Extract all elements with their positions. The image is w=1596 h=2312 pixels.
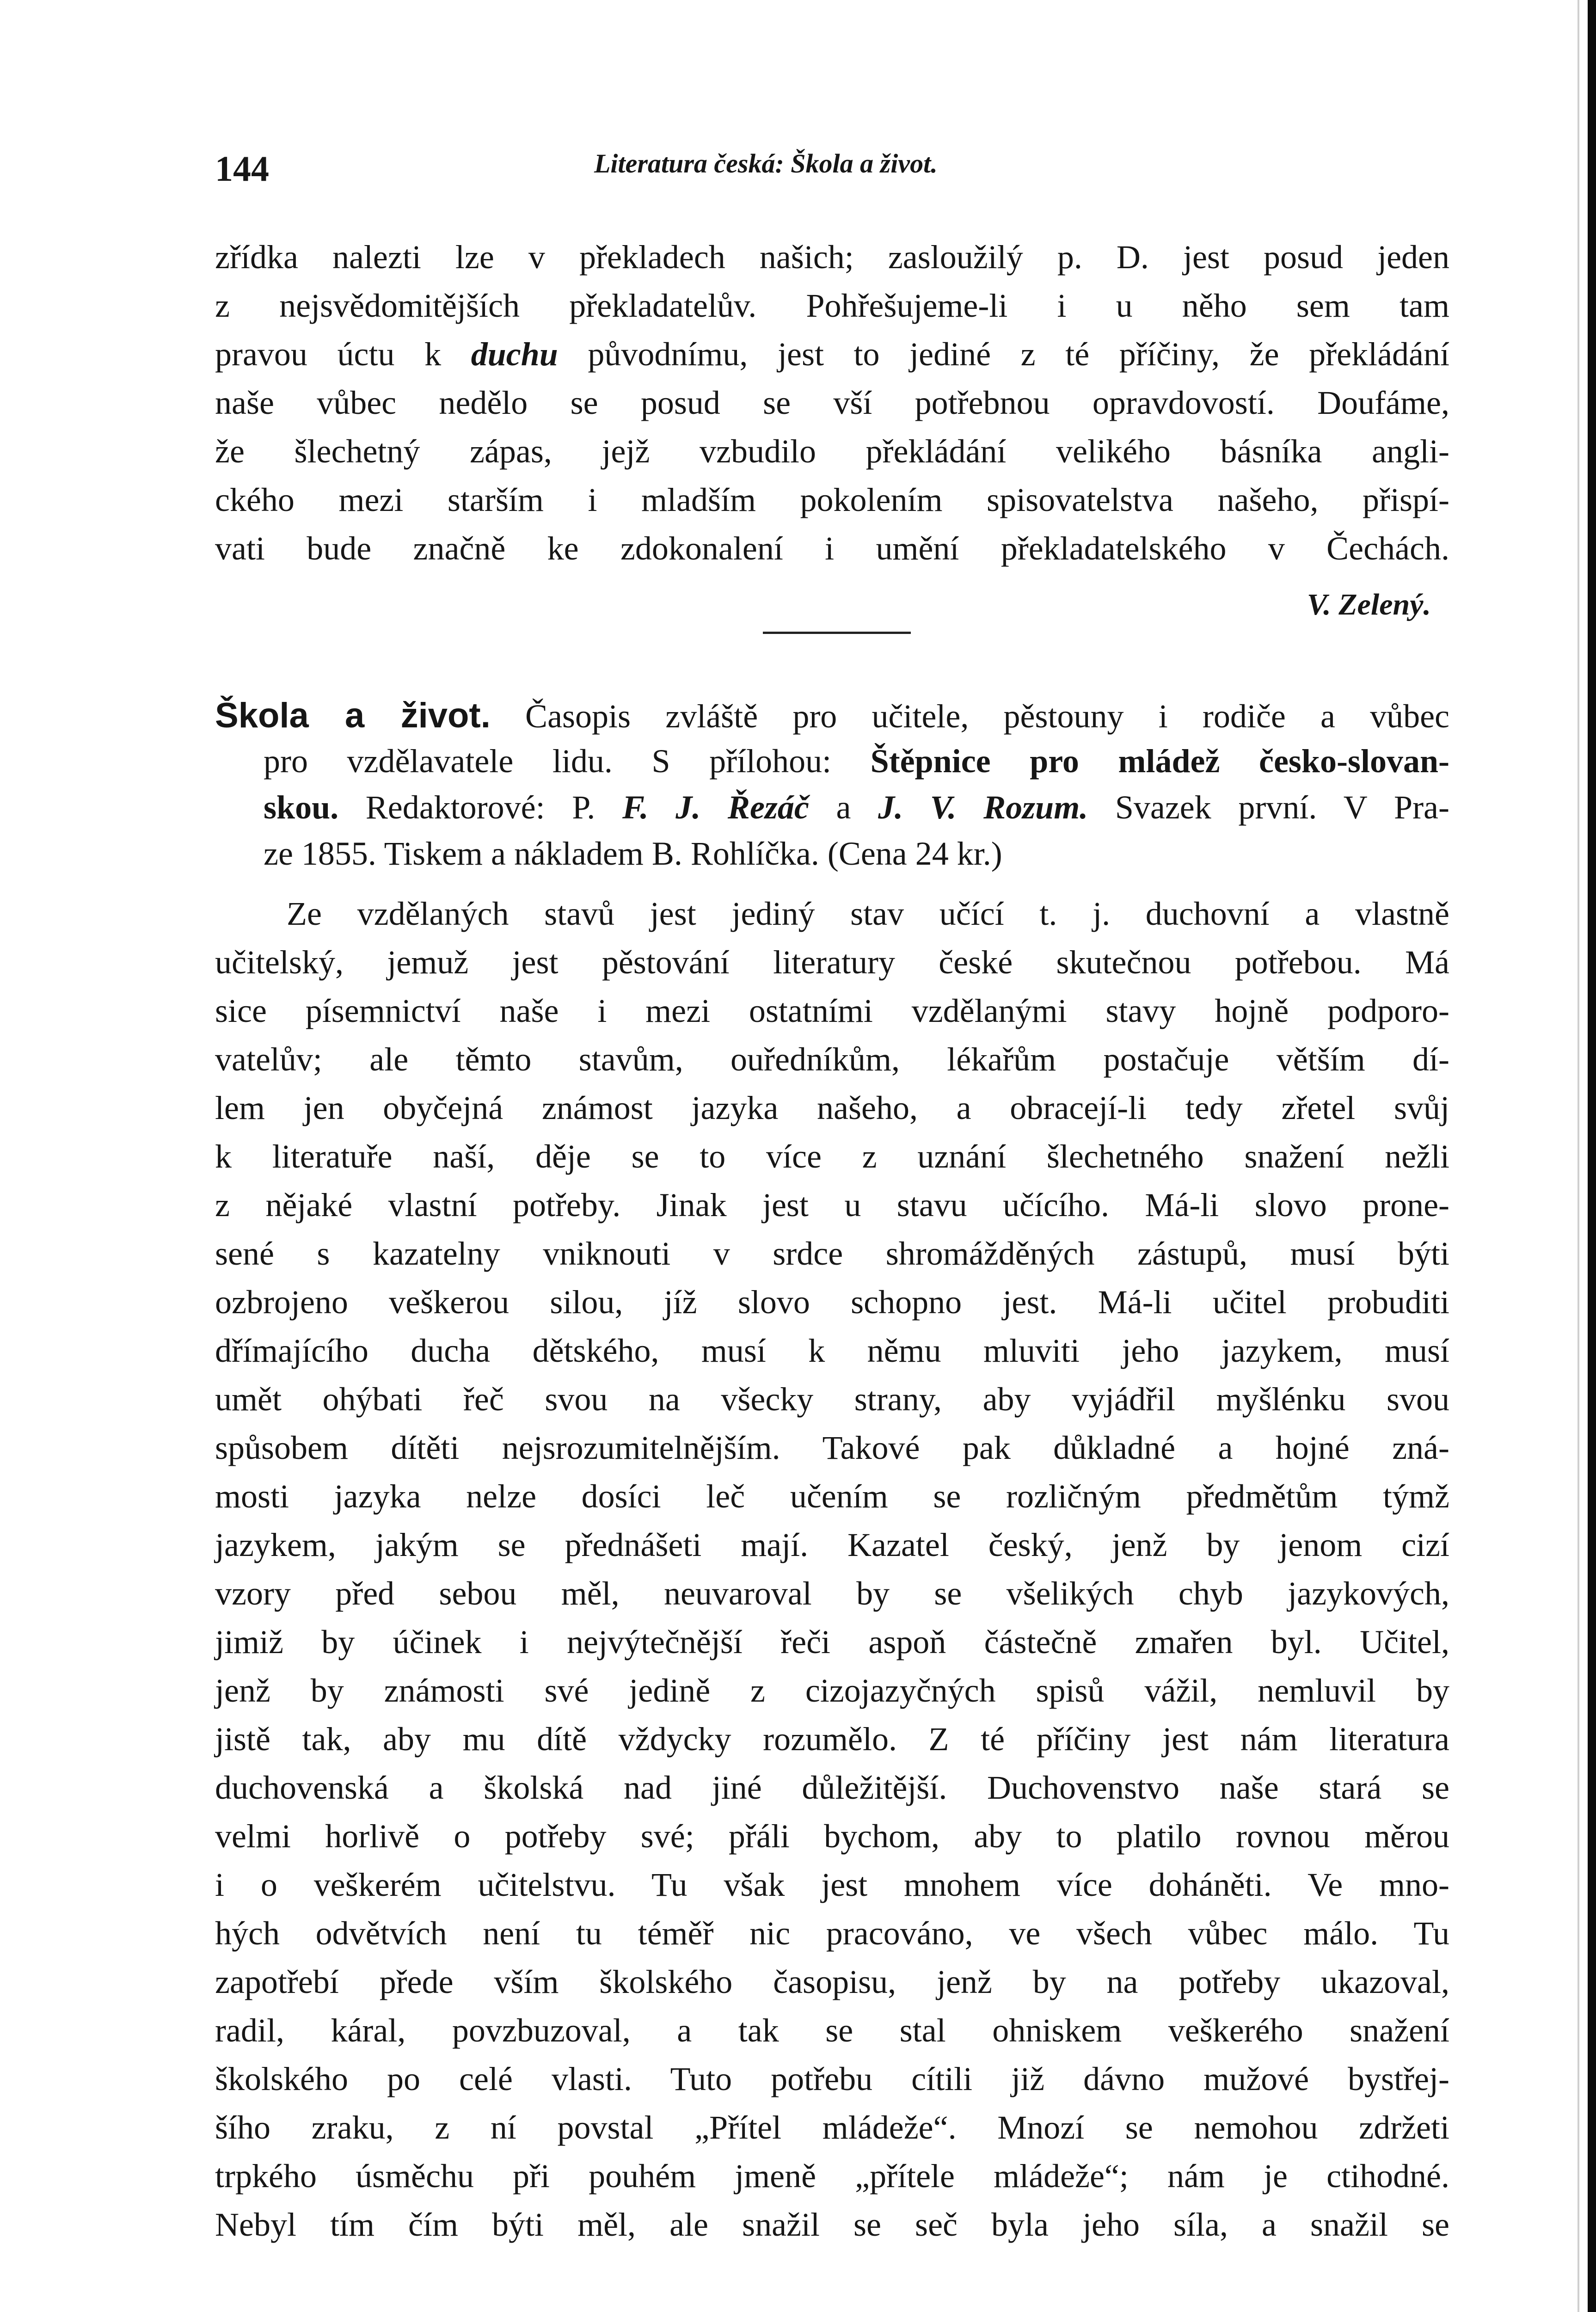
review-one-line-4: naše vůbec nedělo se posud se vší potřebnou opravdovostí. Doufáme, <box>215 384 1449 421</box>
body-line-6: k literatuře naší, děje se to více z uznání šlechetného snažení nežli <box>215 1138 1449 1175</box>
review-one-signature: V. Zelený. <box>1307 588 1431 621</box>
body-line-10: dřímajícího ducha dětského, musí k němu mluviti jeho jazykem, musí <box>215 1332 1449 1369</box>
review-one-line-3 <box>215 338 1449 371</box>
body-line-19: duchovenská a školská nad jiné důležitější. Duchovenstvo naše stará se <box>215 1769 1449 1806</box>
body-line-14: jazykem, jakým se přednášeti mají. Kazatel český, jenž by jenom cizí <box>215 1526 1449 1563</box>
supplement-title: Štěpnice pro mládež česko-slovan- <box>870 743 1449 780</box>
review-two-heading-line-2 <box>264 744 1449 778</box>
body-line-1: Ze vzdělaných stavů jest jediný stav učící t. j. duchovní a vlastně <box>287 895 1449 932</box>
body-line-17: jenž by známosti své jedině z cizojazyčných spisů vážil, nemluvil by <box>215 1672 1449 1709</box>
page-edge-line <box>1578 0 1579 2312</box>
text-run: pravou úctu k <box>215 336 471 373</box>
body-line-21: i o veškerém učitelstvu. Tu však jest mnohem více doháněti. Ve mno- <box>215 1866 1449 1903</box>
page-number: 144 <box>215 148 269 189</box>
review-two-heading-line-3 <box>264 791 1449 824</box>
body-line-8: sené s kazatelny vniknouti v srdce shromážděných zástupů, musí býti <box>215 1235 1449 1272</box>
body-line-28: Nebyl tím čím býti měl, ale snažil se seč byla jeho síla, a snažil se <box>215 2206 1449 2243</box>
text-run: Časopis zvláště pro učitele, pěstouny i rodiče a vůbec <box>525 698 1450 735</box>
review-one-line-7: vati bude značně ke zdokonalení i umění překladatelského v Čechách. <box>215 530 1449 567</box>
text-run: Redaktorové: P. <box>338 789 622 826</box>
body-line-4: vatelův; ale těmto stavům, ouředníkům, lékařům postačuje větším dí- <box>215 1041 1449 1078</box>
emphasis-duchu: duchu <box>471 336 558 373</box>
supplement-title-end: skou. <box>264 789 339 826</box>
body-line-25: školského po celé vlasti. Tuto potřebu cítili již dávno mužové bystřej- <box>215 2060 1449 2097</box>
review-two-title: Škola a život. <box>215 696 491 735</box>
review-one-line-2: z nejsvědomitějších překladatelův. Pohřešujeme-li i u něho sem tam <box>215 287 1449 324</box>
body-line-3: sice písemnictví naše i mezi ostatními vzdělanými stavy hojně podporo- <box>215 992 1449 1029</box>
body-line-7: z nějaké vlastní potřeby. Jinak jest u stavu učícího. Má-li slovo prone- <box>215 1187 1449 1224</box>
text-run: a <box>809 789 878 826</box>
body-line-12: spůsobem dítěti nejsrozumitelnějším. Takové pak důkladné a hojné zná- <box>215 1429 1449 1466</box>
body-line-26: šího zraku, z ní povstal „Přítel mládeže“. Mnozí se nemohou zdržeti <box>215 2109 1449 2146</box>
editor-name: J. V. Rozum. <box>878 789 1088 826</box>
body-line-18: jistě tak, aby mu dítě vždycky rozumělo. Z té příčiny jest nám literatura <box>215 1721 1449 1758</box>
review-one-line-6: ckého mezi starším i mladším pokolením spisovatelstva našeho, přispí- <box>215 481 1449 518</box>
section-divider <box>763 632 911 634</box>
body-line-11: umět ohýbati řeč svou na všecky strany, aby vyjádřil myšlénku svou <box>215 1381 1449 1418</box>
review-two-heading-line-1 <box>215 698 1449 733</box>
body-line-22: hých odvětvích není tu téměř nic pracováno, ve všech vůbec málo. Tu <box>215 1915 1449 1952</box>
editor-name: F. J. Řezáč <box>622 789 809 826</box>
text-run: pro vzdělavatele lidu. S přílohou: <box>264 743 871 780</box>
body-line-5: lem jen obyčejná známost jazyka našeho, a obracejí-li tedy zřetel svůj <box>215 1089 1449 1126</box>
body-line-16: jimiž by účinek i nejvýtečnější řeči aspoň částečně zmařen byl. Učitel, <box>215 1623 1449 1660</box>
review-two-heading-line-4: ze 1855. Tiskem a nákladem B. Rohlíčka. (Cena 24 kr.) <box>264 835 1002 872</box>
body-line-13: mosti jazyka nelze dosíci leč učením se rozličným předmětům týmž <box>215 1478 1449 1515</box>
text-run: Svazek první. V Pra- <box>1088 789 1449 826</box>
running-title: Literatura česká: Škola a život. <box>594 148 938 178</box>
scan-border <box>1588 0 1596 2312</box>
body-line-24: radil, káral, povzbuzoval, a tak se stal ohniskem veškerého snažení <box>215 2012 1449 2049</box>
text-run: původnímu, jest to jediné z té příčiny, že překládání <box>558 336 1449 373</box>
body-line-9: ozbrojeno veškerou silou, jíž slovo schopno jest. Má-li učitel probuditi <box>215 1284 1449 1321</box>
body-line-2: učitelský, jemuž jest pěstování literatury české skutečnou potřebou. Má <box>215 944 1449 981</box>
body-line-27: trpkého úsměchu při pouhém jmeně „přítele mládeže“; nám je ctihodné. <box>215 2158 1449 2195</box>
review-one-line-1: zřídka nalezti lze v překladech našich; zasloužilý p. D. jest posud jeden <box>215 239 1449 276</box>
body-line-20: velmi horlivě o potřeby své; přáli bychom, aby to platilo rovnou měrou <box>215 1818 1449 1855</box>
body-line-15: vzory před sebou měl, neuvaroval by se všelikých chyb jazykových, <box>215 1575 1449 1612</box>
review-one-line-5: že šlechetný zápas, jejž vzbudilo překládání velikého básníka angli- <box>215 433 1449 470</box>
body-line-23: zapotřebí přede vším školského časopisu, jenž by na potřeby ukazoval, <box>215 1963 1449 2000</box>
